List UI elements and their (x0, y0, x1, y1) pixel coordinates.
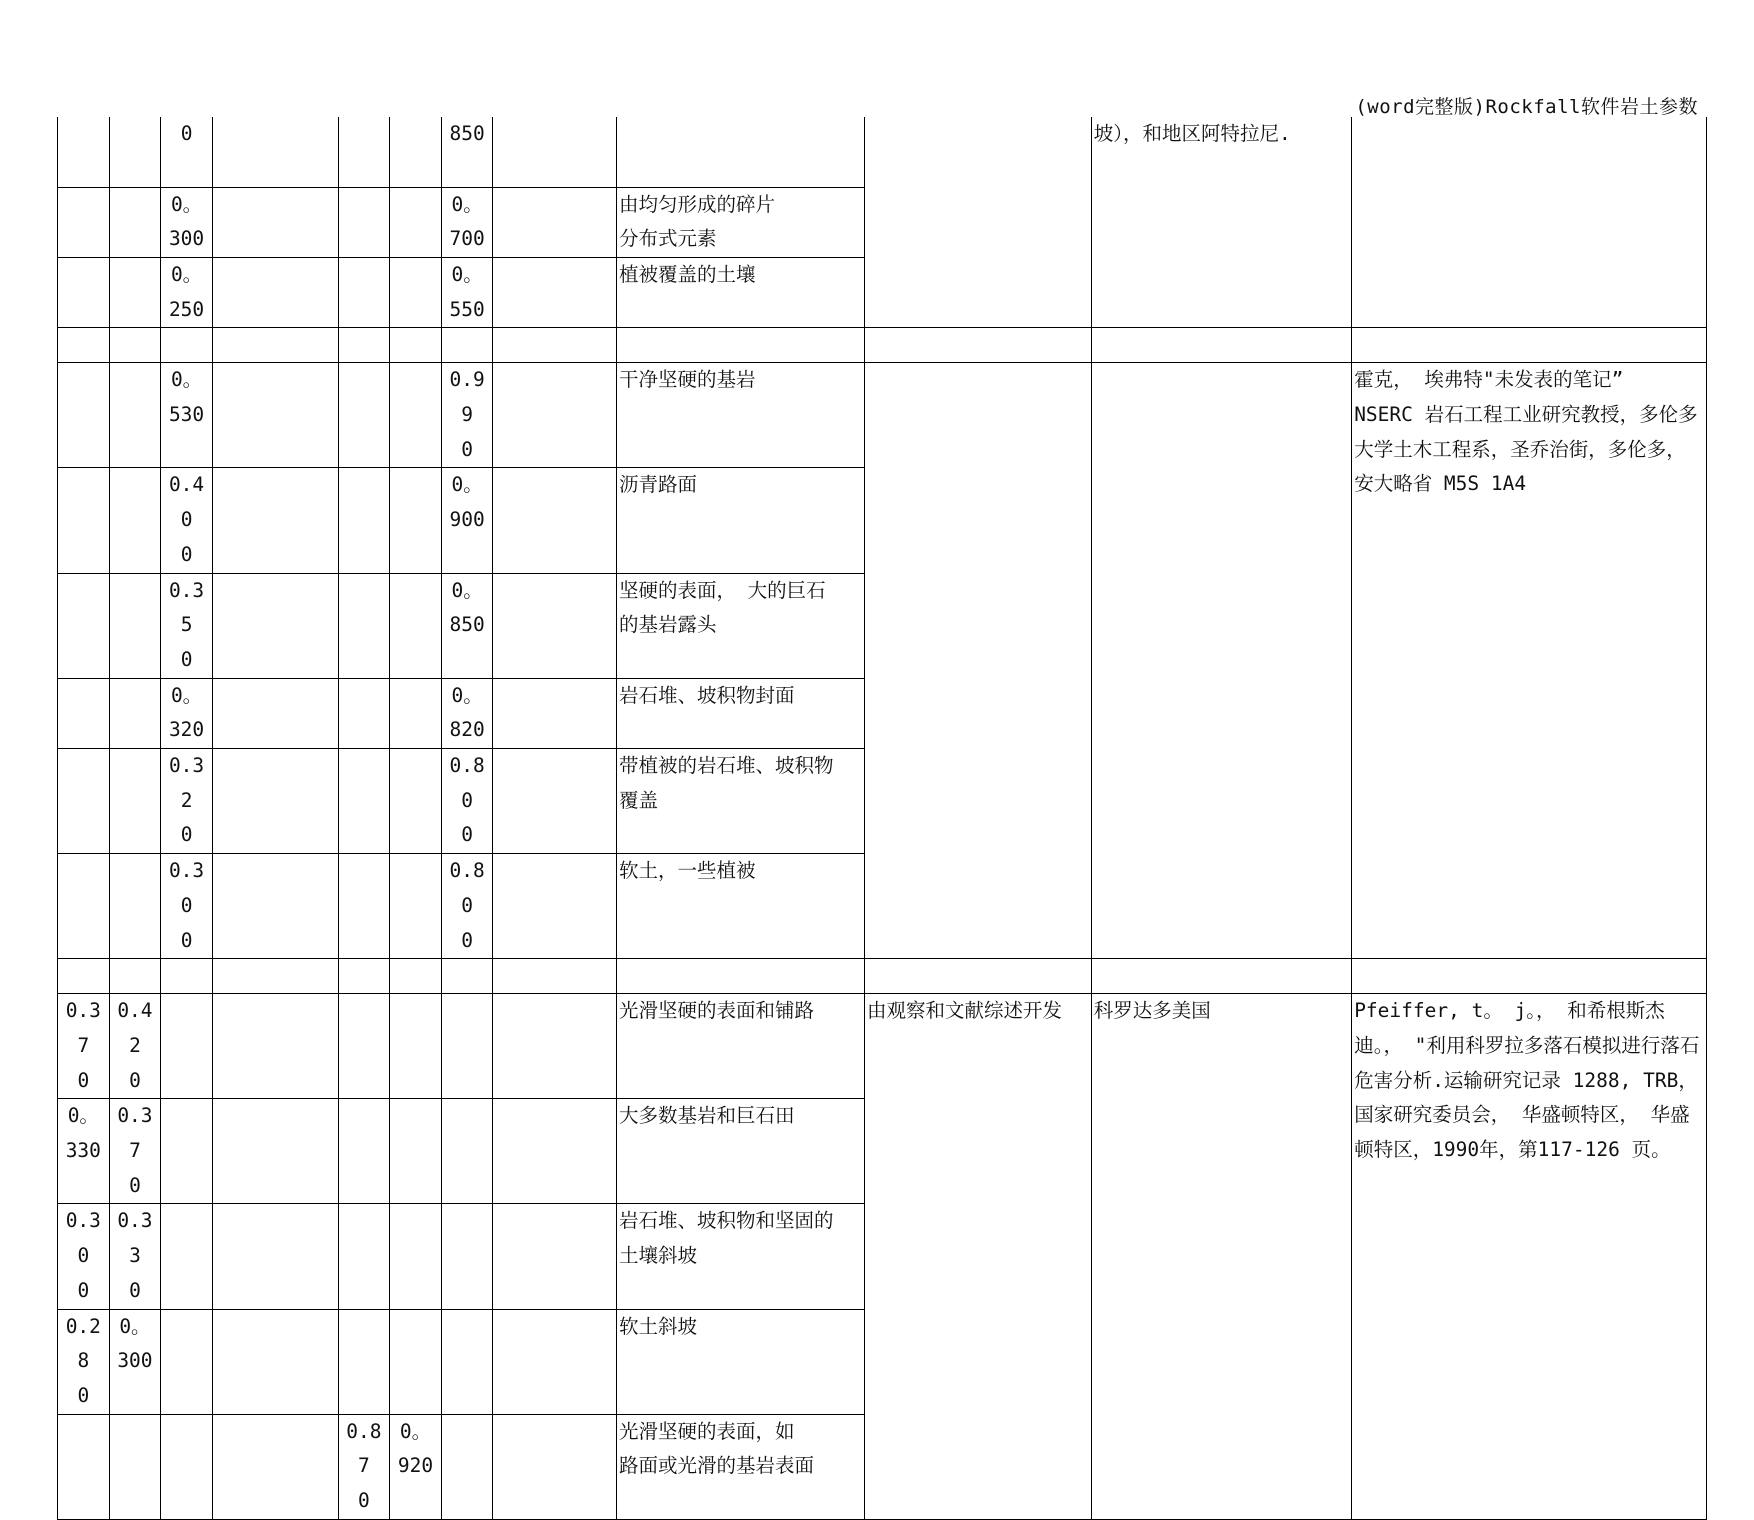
cell-c1 (58, 678, 110, 748)
cell-c6 (390, 257, 442, 327)
cell-c2 (109, 187, 161, 257)
cell-location: 坡），和地区阿特拉尼. (1091, 117, 1351, 328)
cell-c2: 0.42 0 (109, 994, 161, 1099)
cell-c6 (390, 749, 442, 854)
cell-c6 (390, 1099, 442, 1204)
cell-c1 (58, 1414, 110, 1519)
rock-parameter-table (57, 117, 1707, 1520)
cell-c3: 0。 530 (161, 363, 213, 468)
cell-method (865, 117, 1092, 328)
cell-c7 (441, 1099, 493, 1204)
cell-c7 (441, 1204, 493, 1309)
table-row (58, 363, 1707, 468)
cell-c3: 0.30 0 (161, 854, 213, 959)
cell-c6 (390, 678, 442, 748)
cell-c7 (441, 1309, 493, 1414)
cell-c8 (493, 468, 616, 573)
cell-c2 (109, 854, 161, 959)
cell-c6 (390, 187, 442, 257)
cell-c7: 0.80 0 (441, 854, 493, 959)
cell-c1: 0.37 0 (58, 994, 110, 1099)
cell-c4 (212, 749, 338, 854)
cell-method (865, 363, 1092, 959)
cell-c2 (109, 257, 161, 327)
cell-c4 (212, 1309, 338, 1414)
cell-c3: 0。 320 (161, 678, 213, 748)
cell-c1 (58, 257, 110, 327)
cell-c2 (109, 749, 161, 854)
cell-description: 植被覆盖的土壤 (616, 257, 864, 327)
cell-c7 (441, 994, 493, 1099)
cell-c8 (493, 363, 616, 468)
cell-c3 (161, 1309, 213, 1414)
cell-c3 (161, 1099, 213, 1204)
cell-c3: 0。 250 (161, 257, 213, 327)
cell-c1 (58, 187, 110, 257)
cell-c7 (441, 1414, 493, 1519)
cell-c4 (212, 468, 338, 573)
cell-c1 (58, 573, 110, 678)
separator-row (58, 328, 1707, 363)
cell-c8 (493, 854, 616, 959)
cell-c8 (493, 1309, 616, 1414)
cell-location (1091, 363, 1351, 959)
cell-c8 (493, 257, 616, 327)
cell-c7: 850 (441, 117, 493, 187)
cell-c2 (109, 573, 161, 678)
cell-c5 (338, 1099, 390, 1204)
cell-c5 (338, 363, 390, 468)
cell-c4 (212, 854, 338, 959)
cell-description: 干净坚硬的基岩 (616, 363, 864, 468)
cell-c5 (338, 187, 390, 257)
table-row (58, 994, 1707, 1099)
cell-c6 (390, 1309, 442, 1414)
cell-c3: 0 (161, 117, 213, 187)
cell-c8 (493, 994, 616, 1099)
cell-description: 岩石堆、坡积物和坚固的 土壤斜坡 (616, 1204, 864, 1309)
cell-c4 (212, 1414, 338, 1519)
table-row (58, 117, 1707, 187)
cell-c3: 0。 300 (161, 187, 213, 257)
cell-c2 (109, 363, 161, 468)
cell-c4 (212, 994, 338, 1099)
cell-c6 (390, 1204, 442, 1309)
cell-c1: 0.30 0 (58, 1204, 110, 1309)
cell-c6 (390, 363, 442, 468)
cell-c7: 0。 550 (441, 257, 493, 327)
cell-c5 (338, 994, 390, 1099)
cell-c3: 0.40 0 (161, 468, 213, 573)
cell-c2: 0。 300 (109, 1309, 161, 1414)
cell-c4 (212, 117, 338, 187)
cell-description: 光滑坚硬的表面和铺路 (616, 994, 864, 1099)
cell-c2 (109, 117, 161, 187)
cell-c7: 0.80 0 (441, 749, 493, 854)
cell-c7: 0。 700 (441, 187, 493, 257)
cell-c6: 0。 920 (390, 1414, 442, 1519)
cell-c3: 0.35 0 (161, 573, 213, 678)
cell-c3: 0.32 0 (161, 749, 213, 854)
cell-c2 (109, 468, 161, 573)
cell-c8 (493, 1204, 616, 1309)
cell-c1 (58, 854, 110, 959)
cell-c4 (212, 363, 338, 468)
cell-c6 (390, 573, 442, 678)
cell-c8 (493, 749, 616, 854)
cell-c2 (109, 1414, 161, 1519)
cell-c4 (212, 678, 338, 748)
cell-c5 (338, 573, 390, 678)
cell-c5 (338, 117, 390, 187)
cell-c1: 0.28 0 (58, 1309, 110, 1414)
cell-c3 (161, 1204, 213, 1309)
cell-description: 坚硬的表面， 大的巨石 的基岩露头 (616, 573, 864, 678)
cell-c1 (58, 117, 110, 187)
cell-c5 (338, 257, 390, 327)
cell-c3 (161, 1414, 213, 1519)
page-header: (word完整版)Rockfall软件岩土参数 (1355, 96, 1698, 118)
cell-reference: Pfeiffer, t。 j。， 和希根斯杰迪。， "利用科罗拉多落石模拟进行落石危害分析.运输研究记录 1288, TRB，国家研究委员会， 华盛顿特区， 华盛顿特区，1990年，第117-126 页。 (1352, 994, 1707, 1520)
cell-c5 (338, 749, 390, 854)
cell-c8 (493, 187, 616, 257)
cell-c6 (390, 468, 442, 573)
cell-c1 (58, 363, 110, 468)
cell-description: 岩石堆、坡积物封面 (616, 678, 864, 748)
cell-c4 (212, 1204, 338, 1309)
cell-c6 (390, 994, 442, 1099)
cell-description (616, 117, 864, 187)
cell-c1 (58, 749, 110, 854)
cell-description: 软土，一些植被 (616, 854, 864, 959)
cell-c7: 0。 900 (441, 468, 493, 573)
cell-c8 (493, 1099, 616, 1204)
cell-c4 (212, 573, 338, 678)
cell-method: 由观察和文献综述开发 (865, 994, 1092, 1520)
cell-c8 (493, 117, 616, 187)
cell-c5 (338, 468, 390, 573)
cell-reference (1352, 117, 1707, 328)
cell-c3 (161, 994, 213, 1099)
cell-c5 (338, 1309, 390, 1414)
cell-reference: 霍克， 埃弗特"未发表的笔记” NSERC 岩石工程工业研究教授，多伦多大学土木工程系，圣乔治街，多伦多， 安大略省 M5S 1A4 (1352, 363, 1707, 959)
cell-description: 由均匀形成的碎片 分布式元素 (616, 187, 864, 257)
cell-c5 (338, 678, 390, 748)
cell-c6 (390, 854, 442, 959)
separator-row (58, 959, 1707, 994)
cell-c4 (212, 257, 338, 327)
cell-c1: 0。 330 (58, 1099, 110, 1204)
cell-c5: 0.87 0 (338, 1414, 390, 1519)
cell-c2: 0.33 0 (109, 1204, 161, 1309)
cell-c8 (493, 1414, 616, 1519)
cell-c7: 0。 850 (441, 573, 493, 678)
cell-description: 光滑坚硬的表面，如 路面或光滑的基岩表面 (616, 1414, 864, 1519)
cell-c1 (58, 468, 110, 573)
cell-c5 (338, 854, 390, 959)
cell-c4 (212, 187, 338, 257)
cell-c2: 0.37 0 (109, 1099, 161, 1204)
cell-description: 大多数基岩和巨石田 (616, 1099, 864, 1204)
cell-description: 软土斜坡 (616, 1309, 864, 1414)
cell-c8 (493, 573, 616, 678)
cell-c5 (338, 1204, 390, 1309)
cell-c7: 0。 820 (441, 678, 493, 748)
cell-c4 (212, 1099, 338, 1204)
cell-c6 (390, 117, 442, 187)
cell-c7: 0.99 0 (441, 363, 493, 468)
cell-description: 带植被的岩石堆、坡积物 覆盖 (616, 749, 864, 854)
cell-c2 (109, 678, 161, 748)
cell-description: 沥青路面 (616, 468, 864, 573)
cell-location: 科罗达多美国 (1091, 994, 1351, 1520)
cell-c8 (493, 678, 616, 748)
